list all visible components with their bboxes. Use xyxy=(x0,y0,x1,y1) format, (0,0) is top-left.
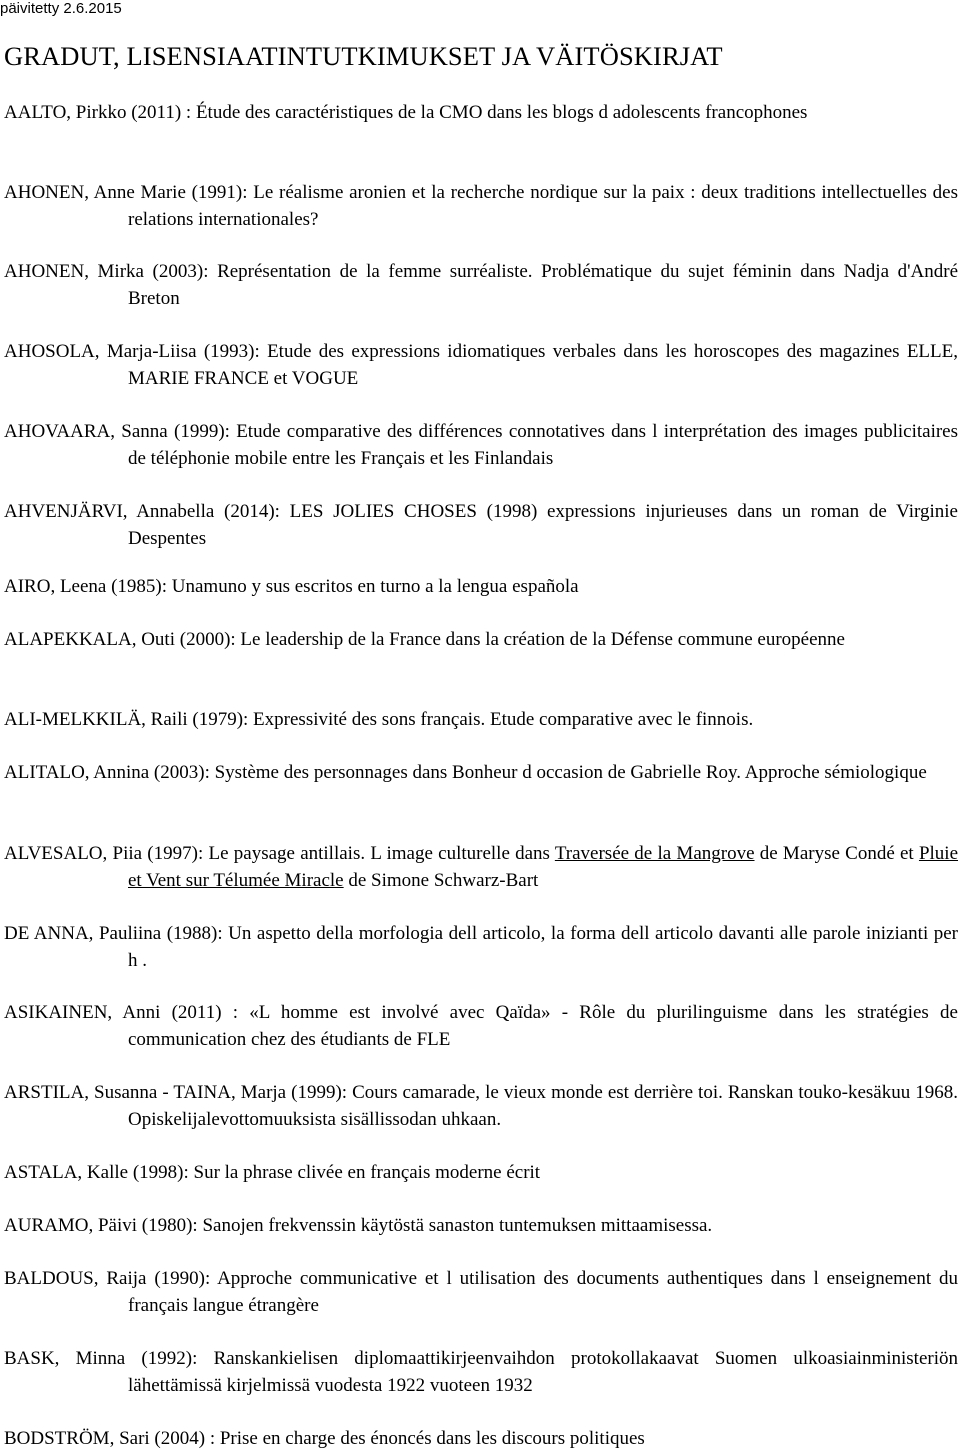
thesis-entry: ALI-MELKKILÄ, Raili (1979): Expressivité des sons français. Etude comparative avec le finnois. xyxy=(4,709,754,730)
page-title: GRADUT, LISENSIAATINTUTKIMUKSET JA VÄITÖSKIRJAT xyxy=(4,41,723,71)
thesis-entry: DE ANNA, Pauliina (1988): Un aspetto della morfologia dell articolo, la forma dell articolo davanti alle parole inizianti per h . xyxy=(4,923,958,971)
thesis-entry: ASTALA, Kalle (1998): Sur la phrase clivée en français moderne écrit xyxy=(4,1162,541,1183)
thesis-entry: AHOVAARA, Sanna (1999): Etude comparative des différences connotatives dans l interprétation des images publicitaires de téléphonie mobile entre les Français et les Finlandais xyxy=(4,421,958,469)
thesis-entry: ASIKAINEN, Anni (2011) : «L homme est involvé avec Qaïda» - Rôle du plurilinguisme dans les stratégies de communication chez des étudiants de FLE xyxy=(4,1002,958,1050)
thesis-entry: ARSTILA, Susanna - TAINA, Marja (1999): Cours camarade, le vieux monde est derrière toi. Ranskan touko-kesäkuu 1968. Opiskelijalevottomuuksista sisällissodan uhkaan. xyxy=(4,1082,958,1130)
thesis-entry: AHONEN, Mirka (2003): Représentation de la femme surréaliste. Problématique du sujet féminin dans Nadja d'André Breton xyxy=(4,261,958,309)
updated-date: päivitetty 2.6.2015 xyxy=(0,0,122,17)
thesis-entry: AHOSOLA, Marja-Liisa (1993): Etude des expressions idiomatiques verbales dans les horoscopes des magazines ELLE, MARIE FRANCE et VOGUE xyxy=(4,341,958,389)
thesis-entry: AHONEN, Anne Marie (1991): Le réalisme aronien et la recherche nordique sur la paix : deux traditions intellectuelles des relations internationales? xyxy=(4,182,958,230)
thesis-entry: AALTO, Pirkko (2011) : Étude des caractéristiques de la CMO dans les blogs d adolescents francophones xyxy=(4,102,808,123)
thesis-entry: BASK, Minna (1992): Ranskankielisen diplomaattikirjeenvaihdon protokollakaavat Suomen ulkoasiainministeriön lähettämissä kirjelmissä vuodesta 1922 vuoteen 1932 xyxy=(4,1348,958,1396)
thesis-entry: ALITALO, Annina (2003): Système des personnages dans Bonheur d occasion de Gabrielle Roy. Approche sémiologique xyxy=(4,762,927,783)
work-title-link: Traversée de la Mangrove xyxy=(554,843,755,864)
thesis-entry: ALVESALO, Piia (1997): Le paysage antillais. L image culturelle dans Traversée de la Mangrove de Maryse Condé et Pluie et Vent sur Télumée Miracle de Simone Schwarz-Bart xyxy=(4,843,959,891)
thesis-entry: BALDOUS, Raija (1990): Approche communicative et l utilisation des documents authentiques dans l enseignement du français langue étrangère xyxy=(4,1268,958,1316)
thesis-entry: BODSTRÖM, Sari (2004) : Prise en charge des énoncés dans les discours politiques xyxy=(4,1428,645,1449)
thesis-entry: AURAMO, Päivi (1980): Sanojen frekvenssin käytöstä sanaston tuntemuksen mittaamisessa. xyxy=(4,1215,713,1236)
thesis-entry: ALAPEKKALA, Outi (2000): Le leadership de la France dans la création de la Défense commune européenne xyxy=(4,629,845,650)
work-title-link: Pluie et Vent sur Télumée Miracle xyxy=(128,843,959,891)
thesis-entry: AHVENJÄRVI, Annabella (2014): LES JOLIES CHOSES (1998) expressions injurieuses dans un roman de Virginie Despentes xyxy=(4,501,958,549)
thesis-entry: AIRO, Leena (1985): Unamuno y sus escritos en turno a la lengua española xyxy=(4,576,579,597)
